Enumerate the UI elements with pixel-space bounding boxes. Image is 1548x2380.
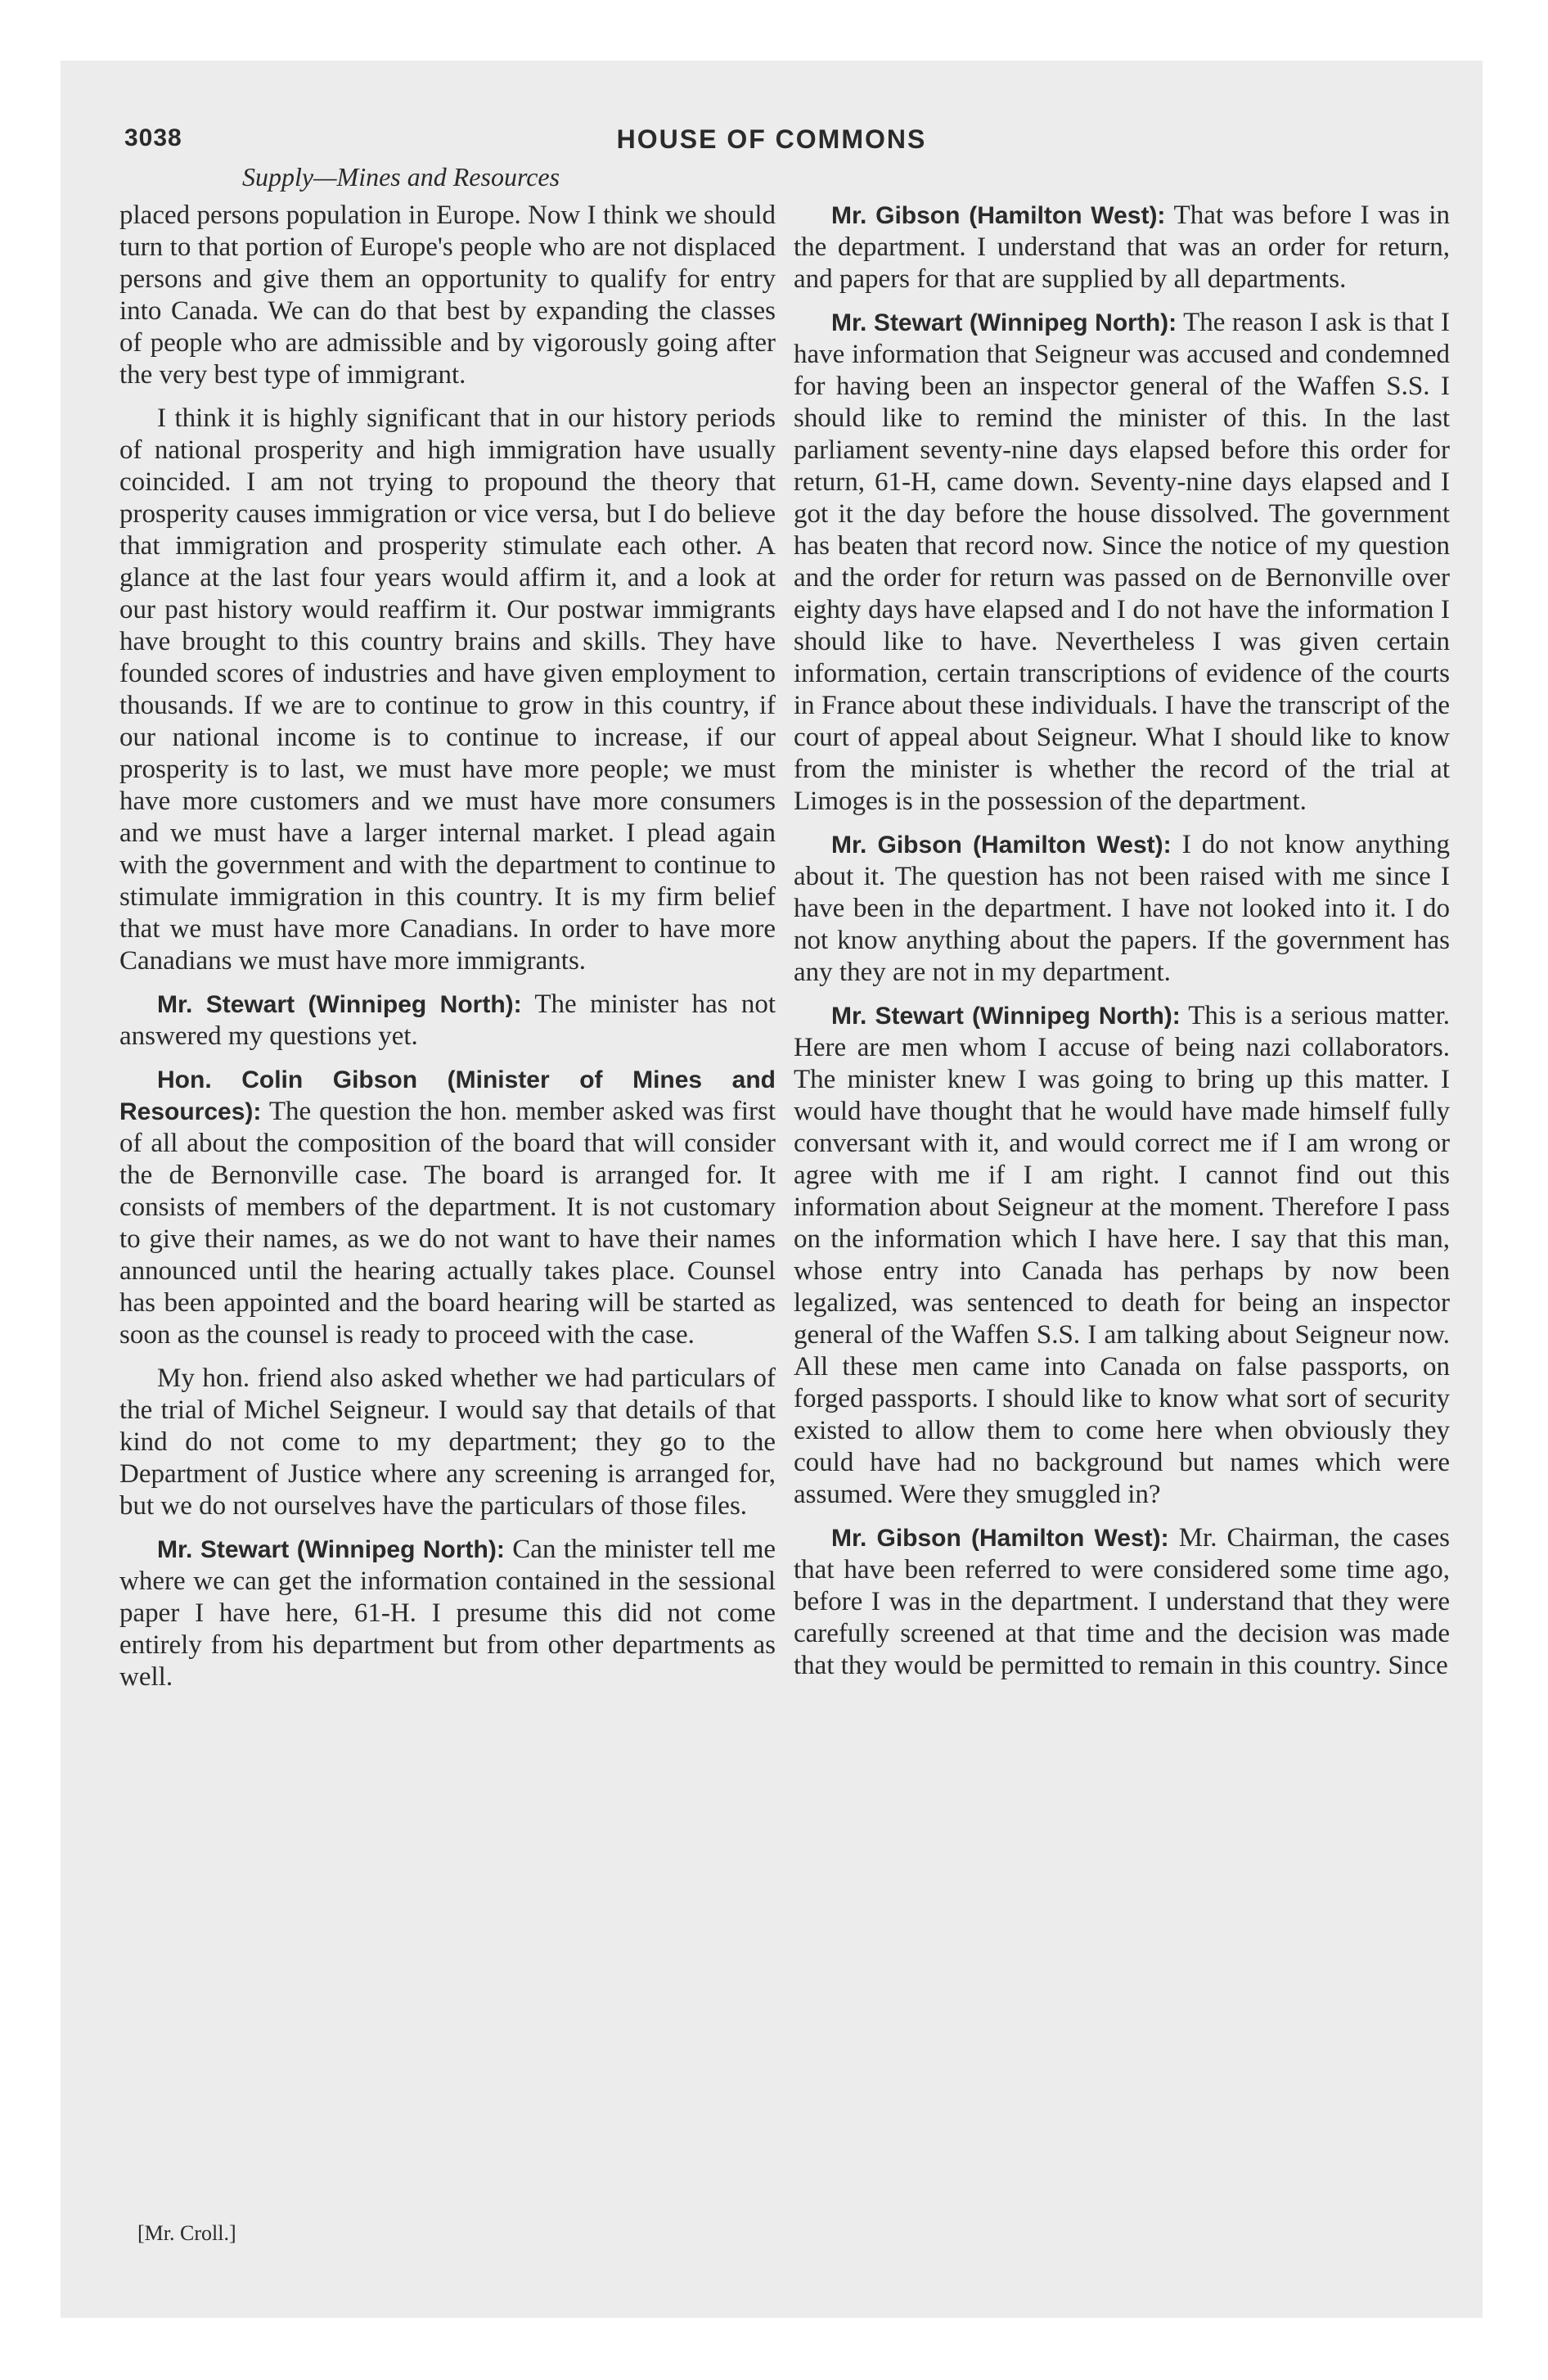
left-column: [119, 200, 776, 1705]
paragraph-text: I do not know anything about it. The question has not been raised with me since I have been in the department. I have not looked into it. I do not know anything about the papers. If the government has any they are not in my department.: [794, 830, 1450, 987]
paragraph: [794, 1000, 1450, 1511]
paragraph: [794, 829, 1450, 989]
paragraph: [794, 307, 1450, 818]
paragraph-text: Mr. Chairman, the cases that have been referred to were considered some time ago, before I was in the department. I understand that they were carefully screened at that time and the decision was made that they would be permitted to remain in this country. Since: [794, 1523, 1450, 1680]
footer-attribution: [Mr. Croll.]: [137, 2221, 236, 2245]
paragraph-text: I think it is highly significant that in our history periods of national prosperity and high immigration have usually coincided. I am not trying to propound the theory that prosperity causes immigration or vice versa, but I do believe that immigration and prosperity stimulate each other. A glance at the last four years would affirm it, and a look at our past history would reaffirm it. Our postwar immigrants have brought to this country brains and skills. They have founded scores of industries and have given employment to thousands. If we are to continue to grow in this country, if our national income is to continue to increase, if our prosperity is to last, we must have more people; we must have more customers and we must have more consumers and we must have a larger internal market. I plead again with the government and with the department to continue to stimulate immigration in this country. It is my firm belief that we must have more Canadians. In order to have more Canadians we must have more immigrants.: [119, 403, 776, 976]
page-number: 3038: [124, 124, 182, 151]
paragraph-text: The question the hon. member asked was first of all about the composition of the board that will consider the de Bernonville case. The board is arranged for. It consists of members of the department. It is not customary to give their names, as we do not want to have their names announced until the hearing actually takes place. Counsel has been appointed and the board hearing will be started as soon as the counsel is ready to proceed with the case.: [119, 1097, 776, 1350]
paragraph: [119, 1534, 776, 1693]
speaker-name: Mr. Stewart (Winnipeg North):: [831, 1003, 1181, 1030]
paragraph: [794, 1522, 1450, 1682]
speaker-name: Mr. Stewart (Winnipeg North):: [157, 1536, 505, 1563]
paragraph-text: The minister has not answered my questions yet.: [119, 989, 776, 1051]
section-subtitle: Supply—Mines and Resources: [242, 162, 560, 192]
paragraph: [119, 989, 776, 1053]
speaker-name: Mr. Gibson (Hamilton West):: [831, 202, 1166, 229]
paragraph-text: The reason I ask is that I have information that Seigneur was accused and condemned for having been an inspector general of the Waffen S.S. I should like to remind the minister of this. In the last parliament seventy-nine days elapsed before this order for return, 61-H, came down. Seventy-nine days elapsed and I got it the day before the house dissolved. The government has beaten that record now. Since the notice of my question and the order for return was passed on de Bernonville over eighty days have elapsed and I do not have the information I should like to have. Nevertheless I was given certain information, certain transcriptions of evidence of the courts in France about these individuals. I have the transcript of the court of appeal about Seigneur. What I should like to know from the minister is whether the record of the trial at Limoges is in the possession of the department.: [794, 308, 1450, 816]
speaker-name: Mr. Gibson (Hamilton West):: [831, 832, 1172, 859]
paragraph: [119, 1363, 776, 1522]
paragraph-text: My hon. friend also asked whether we had particulars of the trial of Michel Seigneur. I would say that details of that kind do not come to my department; they go to the Department of Justice where any screening is arranged for, but we do not ourselves have the particulars of those files.: [119, 1364, 776, 1521]
paragraph-text: Can the minister tell me where we can get the information contained in the sessional paper I have here, 61-H. I presume this did not come entirely from his department but from other departments as well.: [119, 1535, 776, 1692]
running-head: HOUSE OF COMMONS: [616, 124, 927, 154]
paragraph: [119, 200, 776, 391]
paragraph-text: placed persons population in Europe. Now I think we should turn to that portion of Europe's people who are not displaced persons and give them an opportunity to qualify for entry into Canada. We can do that best by expanding the classes of people who are admissible and by vigorously going after the very best type of immigrant.: [119, 201, 776, 390]
speaker-name: Mr. Gibson (Hamilton West):: [831, 1525, 1169, 1552]
paragraph-text: That was before I was in the department. I understand that was an order for return, and papers for that are supplied by all departments.: [794, 201, 1451, 294]
paragraph-text: This is a serious matter. Here are men whom I accuse of being nazi collaborators. The minister knew I was going to bring up this matter. I would have thought that he would have made himself fully conversant with it, and would correct me if I am wrong or agree with me if I am right. I cannot find out this information about Seigneur at the moment. Therefore I pass on the information which I have here. I say that this man, whose entry into Canada has perhaps by now been legalized, was sentenced to death for being an inspector general of the Waffen S.S. I am talking about Seigneur now. All these men came into Canada on false passports, on forged passports. I should like to know what sort of security existed to allow them to come here when obviously they could have had no background but names which were assumed. Were they smuggled in?: [794, 1001, 1450, 1509]
speaker-name: Mr. Stewart (Winnipeg North):: [831, 309, 1177, 336]
speaker-name: Hon. Colin Gibson (Minister of Mines and Resources):: [119, 1066, 776, 1125]
speaker-name: Mr. Stewart (Winnipeg North):: [157, 991, 522, 1018]
document-page: [61, 61, 1483, 2318]
paragraph: [119, 403, 776, 977]
paragraph: [119, 1064, 776, 1351]
paragraph: [794, 200, 1450, 295]
right-column: [794, 200, 1450, 1693]
